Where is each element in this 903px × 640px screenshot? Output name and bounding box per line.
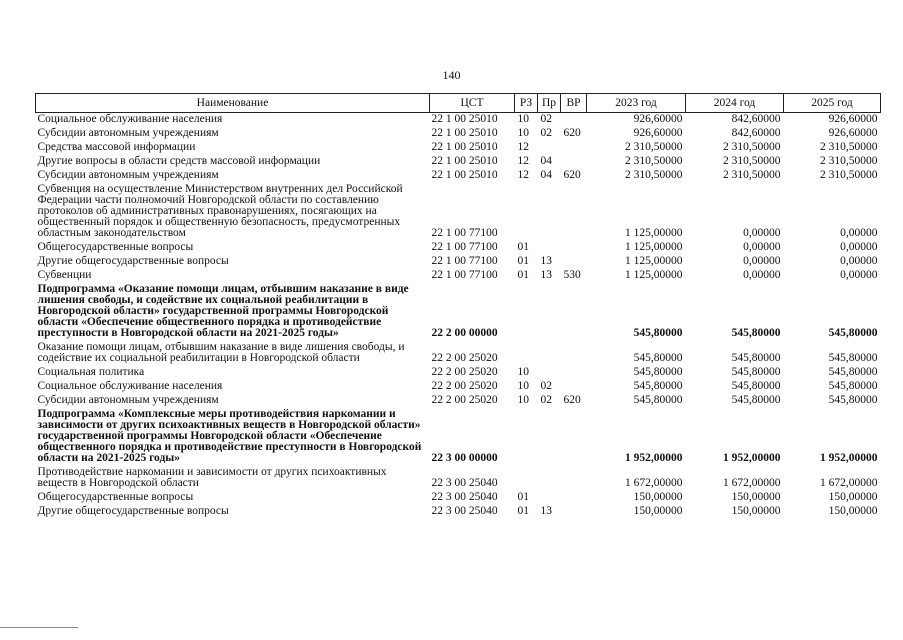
cell-name: Субсидии автономным учреждениям bbox=[37, 394, 219, 406]
table-row bbox=[36, 269, 881, 283]
cell-pr bbox=[538, 183, 561, 241]
cell-cst: 22 1 00 77100 bbox=[431, 255, 498, 267]
cell-vr bbox=[561, 466, 587, 491]
table-header-row bbox=[36, 94, 881, 113]
cell-pr: 02 bbox=[540, 127, 552, 139]
cell-name: Субвенция на осуществление Министерством внутренних дел Российской Федерации части полномочий Новгородской области по составлению протоколов об административных правонарушениях, посягающих на общественный порядок и общественную безопасность, предусмотренных областным законодательством bbox=[37, 183, 403, 239]
cell-y2025: 0,00000 bbox=[840, 241, 878, 253]
cell-name: Другие общегосударственные вопросы bbox=[37, 255, 229, 267]
cell-y2023: 545,80000 bbox=[633, 394, 683, 406]
cell-pr: 13 bbox=[540, 269, 552, 281]
cell-pr bbox=[538, 341, 561, 366]
header-2024: 2024 год bbox=[686, 94, 784, 113]
cell-cst: 22 1 00 25010 bbox=[431, 127, 498, 139]
cell-y2023: 545,80000 bbox=[633, 352, 683, 364]
table-row bbox=[36, 491, 881, 505]
cell-y2023: 926,60000 bbox=[633, 127, 683, 139]
cell-y2023: 150,00000 bbox=[633, 505, 683, 517]
cell-rz: 01 bbox=[517, 255, 529, 267]
cell-cst: 22 1 00 25010 bbox=[431, 155, 498, 167]
cell-rz: 10 bbox=[517, 394, 529, 406]
cell-y2024: 545,80000 bbox=[731, 394, 781, 406]
cell-pr bbox=[538, 408, 561, 466]
cell-vr: 620 bbox=[563, 169, 581, 181]
table-row bbox=[36, 408, 881, 466]
cell-cst: 22 1 00 25010 bbox=[431, 141, 498, 153]
cell-vr bbox=[561, 141, 587, 155]
cell-name: Оказание помощи лицам, отбывшим наказание в виде лишения свободы, и содействие их социальной реабилитации в Новгородской области bbox=[37, 341, 405, 364]
cell-name: Субсидии автономным учреждениям bbox=[37, 127, 219, 139]
table-row bbox=[36, 505, 881, 519]
cell-rz: 12 bbox=[517, 155, 529, 167]
cell-name: Субсидии автономным учреждениям bbox=[37, 169, 219, 181]
cell-rz: 12 bbox=[517, 141, 529, 153]
table-row bbox=[36, 127, 881, 141]
cell-rz bbox=[515, 341, 538, 366]
cell-cst: 22 2 00 25020 bbox=[431, 380, 498, 392]
cell-y2025: 0,00000 bbox=[840, 227, 878, 239]
cell-y2025: 1 672,00000 bbox=[820, 477, 878, 489]
cell-cst: 22 3 00 25040 bbox=[431, 491, 498, 503]
cell-cst: 22 2 00 25020 bbox=[431, 366, 498, 378]
header-name: Наименование bbox=[36, 94, 430, 113]
cell-y2023: 545,80000 bbox=[633, 366, 683, 378]
cell-name: Социальное обслуживание населения bbox=[37, 113, 223, 125]
cell-name: Другие вопросы в области средств массовой информации bbox=[37, 155, 321, 167]
cell-name: Общегосударственные вопросы bbox=[37, 241, 194, 253]
cell-vr: 620 bbox=[563, 394, 581, 406]
cell-vr bbox=[561, 408, 587, 466]
cell-y2023: 545,80000 bbox=[633, 327, 683, 339]
cell-pr: 04 bbox=[540, 169, 552, 181]
cell-y2024: 2 310,50000 bbox=[723, 169, 781, 181]
cell-vr bbox=[561, 155, 587, 169]
cell-rz: 01 bbox=[517, 505, 529, 517]
cell-y2023: 545,80000 bbox=[633, 380, 683, 392]
cell-y2025: 2 310,50000 bbox=[820, 141, 878, 153]
cell-y2024: 0,00000 bbox=[743, 241, 781, 253]
cell-y2023: 1 125,00000 bbox=[625, 269, 683, 281]
cell-y2023: 2 310,50000 bbox=[625, 141, 683, 153]
cell-y2024: 2 310,50000 bbox=[723, 155, 781, 167]
cell-y2025: 2 310,50000 bbox=[820, 169, 878, 181]
cell-rz bbox=[515, 283, 538, 341]
cell-y2025: 545,80000 bbox=[828, 380, 878, 392]
cell-pr bbox=[538, 283, 561, 341]
table-row bbox=[36, 113, 881, 128]
header-vr: ВР bbox=[561, 94, 587, 113]
table-row bbox=[36, 141, 881, 155]
cell-y2024: 150,00000 bbox=[731, 491, 781, 503]
cell-rz bbox=[515, 408, 538, 466]
table-row bbox=[36, 394, 881, 408]
cell-pr: 02 bbox=[540, 113, 552, 125]
cell-cst: 22 3 00 00000 bbox=[431, 452, 498, 464]
cell-y2024: 545,80000 bbox=[731, 352, 781, 364]
cell-y2024: 1 952,00000 bbox=[723, 452, 781, 464]
cell-vr bbox=[561, 505, 587, 519]
cell-cst: 22 1 00 25010 bbox=[431, 169, 498, 181]
cell-vr: 620 bbox=[563, 127, 581, 139]
cell-pr bbox=[538, 241, 561, 255]
cell-cst: 22 1 00 77100 bbox=[431, 241, 498, 253]
cell-cst: 22 1 00 25010 bbox=[431, 113, 498, 125]
cell-y2025: 545,80000 bbox=[828, 366, 878, 378]
cell-vr: 530 bbox=[563, 269, 581, 281]
cell-vr bbox=[561, 366, 587, 380]
header-2025: 2025 год bbox=[784, 94, 881, 113]
cell-rz: 10 bbox=[517, 127, 529, 139]
cell-pr bbox=[538, 366, 561, 380]
cell-vr bbox=[561, 183, 587, 241]
cell-y2023: 2 310,50000 bbox=[625, 169, 683, 181]
table-row bbox=[36, 169, 881, 183]
cell-vr bbox=[561, 341, 587, 366]
table-row bbox=[36, 380, 881, 394]
cell-y2025: 926,60000 bbox=[828, 127, 878, 139]
cell-y2025: 150,00000 bbox=[828, 491, 878, 503]
cell-cst: 22 1 00 77100 bbox=[431, 269, 498, 281]
cell-rz: 10 bbox=[517, 366, 529, 378]
cell-y2024: 0,00000 bbox=[743, 255, 781, 267]
cell-pr bbox=[538, 466, 561, 491]
header-rz: РЗ bbox=[515, 94, 538, 113]
cell-y2024: 545,80000 bbox=[731, 327, 781, 339]
cell-pr bbox=[538, 141, 561, 155]
cell-y2023: 150,00000 bbox=[633, 491, 683, 503]
cell-cst: 22 1 00 77100 bbox=[431, 227, 498, 239]
table-row bbox=[36, 466, 881, 491]
cell-name: Подпрограмма «Оказание помощи лицам, отбывшим наказание в виде лишения свободы, и содействие их социальной реабилитации в Новгородской области» государственной программы Новгородской области «Обеспечение общественного порядка и противодействие преступности в Новгородской области на 2021-2025 годы» bbox=[37, 283, 409, 339]
header-cst: ЦСТ bbox=[430, 94, 515, 113]
cell-cst: 22 2 00 25020 bbox=[431, 394, 498, 406]
cell-pr: 02 bbox=[540, 380, 552, 392]
cell-y2023: 1 125,00000 bbox=[625, 227, 683, 239]
cell-pr: 02 bbox=[540, 394, 552, 406]
table-row bbox=[36, 183, 881, 241]
cell-cst: 22 3 00 25040 bbox=[431, 477, 498, 489]
cell-y2025: 545,80000 bbox=[828, 394, 878, 406]
table-row bbox=[36, 255, 881, 269]
cell-pr: 04 bbox=[540, 155, 552, 167]
cell-vr bbox=[561, 113, 587, 128]
cell-name: Социальная политика bbox=[37, 366, 145, 378]
cell-y2025: 545,80000 bbox=[828, 327, 878, 339]
cell-y2024: 0,00000 bbox=[743, 227, 781, 239]
cell-pr: 13 bbox=[540, 505, 552, 517]
table-row bbox=[36, 241, 881, 255]
cell-cst: 22 3 00 25040 bbox=[431, 505, 498, 517]
cell-rz: 10 bbox=[517, 380, 529, 392]
cell-rz: 01 bbox=[517, 241, 529, 253]
cell-rz: 01 bbox=[517, 269, 529, 281]
cell-y2023: 2 310,50000 bbox=[625, 155, 683, 167]
cell-y2023: 1 952,00000 bbox=[625, 452, 683, 464]
cell-cst: 22 2 00 00000 bbox=[431, 327, 498, 339]
cell-y2023: 1 125,00000 bbox=[625, 255, 683, 267]
cell-name: Подпрограмма «Комплексные меры противодействия наркомании и зависимости от других психоактивных веществ в Новгородской области» государственной программы Новгородской области «Обеспечение общественного порядка и противодействие преступности в Новгородской области на 2021-2025 годы» bbox=[37, 408, 422, 464]
cell-y2024: 842,60000 bbox=[731, 113, 781, 125]
cell-rz: 01 bbox=[517, 491, 529, 503]
cell-vr bbox=[561, 283, 587, 341]
cell-name: Субвенции bbox=[37, 269, 92, 281]
cell-pr: 13 bbox=[540, 255, 552, 267]
cell-vr bbox=[561, 255, 587, 269]
cell-vr bbox=[561, 380, 587, 394]
cell-rz bbox=[515, 466, 538, 491]
footnote-divider bbox=[0, 627, 78, 628]
cell-name: Средства массовой информации bbox=[37, 141, 196, 153]
cell-y2024: 545,80000 bbox=[731, 380, 781, 392]
cell-y2023: 1 125,00000 bbox=[625, 241, 683, 253]
cell-y2025: 1 952,00000 bbox=[820, 452, 878, 464]
cell-y2024: 2 310,50000 bbox=[723, 141, 781, 153]
cell-y2025: 0,00000 bbox=[840, 269, 878, 281]
cell-y2024: 842,60000 bbox=[731, 127, 781, 139]
cell-rz: 12 bbox=[517, 169, 529, 181]
cell-y2024: 0,00000 bbox=[743, 269, 781, 281]
header-pr: Пр bbox=[538, 94, 561, 113]
page-number: 140 bbox=[442, 68, 461, 82]
cell-name: Общегосударственные вопросы bbox=[37, 491, 194, 503]
table-row bbox=[36, 283, 881, 341]
cell-y2024: 1 672,00000 bbox=[723, 477, 781, 489]
header-2023: 2023 год bbox=[587, 94, 686, 113]
cell-y2024: 150,00000 bbox=[731, 505, 781, 517]
cell-y2023: 926,60000 bbox=[633, 113, 683, 125]
table-row bbox=[36, 155, 881, 169]
cell-cst: 22 2 00 25020 bbox=[431, 352, 498, 364]
table-row bbox=[36, 341, 881, 366]
budget-table bbox=[35, 93, 881, 519]
cell-name: Противодействие наркомании и зависимости от других психоактивных веществ в Новгородской области bbox=[37, 466, 387, 489]
cell-vr bbox=[561, 491, 587, 505]
cell-y2025: 150,00000 bbox=[828, 505, 878, 517]
cell-y2023: 1 672,00000 bbox=[625, 477, 683, 489]
cell-y2025: 0,00000 bbox=[840, 255, 878, 267]
table-body bbox=[36, 113, 881, 520]
cell-pr bbox=[538, 491, 561, 505]
cell-vr bbox=[561, 241, 587, 255]
cell-y2025: 545,80000 bbox=[828, 352, 878, 364]
cell-rz: 10 bbox=[517, 113, 529, 125]
table-row bbox=[36, 366, 881, 380]
cell-y2025: 926,60000 bbox=[828, 113, 878, 125]
cell-rz bbox=[515, 183, 538, 241]
cell-y2025: 2 310,50000 bbox=[820, 155, 878, 167]
cell-name: Социальное обслуживание населения bbox=[37, 380, 223, 392]
cell-y2024: 545,80000 bbox=[731, 366, 781, 378]
cell-name: Другие общегосударственные вопросы bbox=[37, 505, 229, 517]
